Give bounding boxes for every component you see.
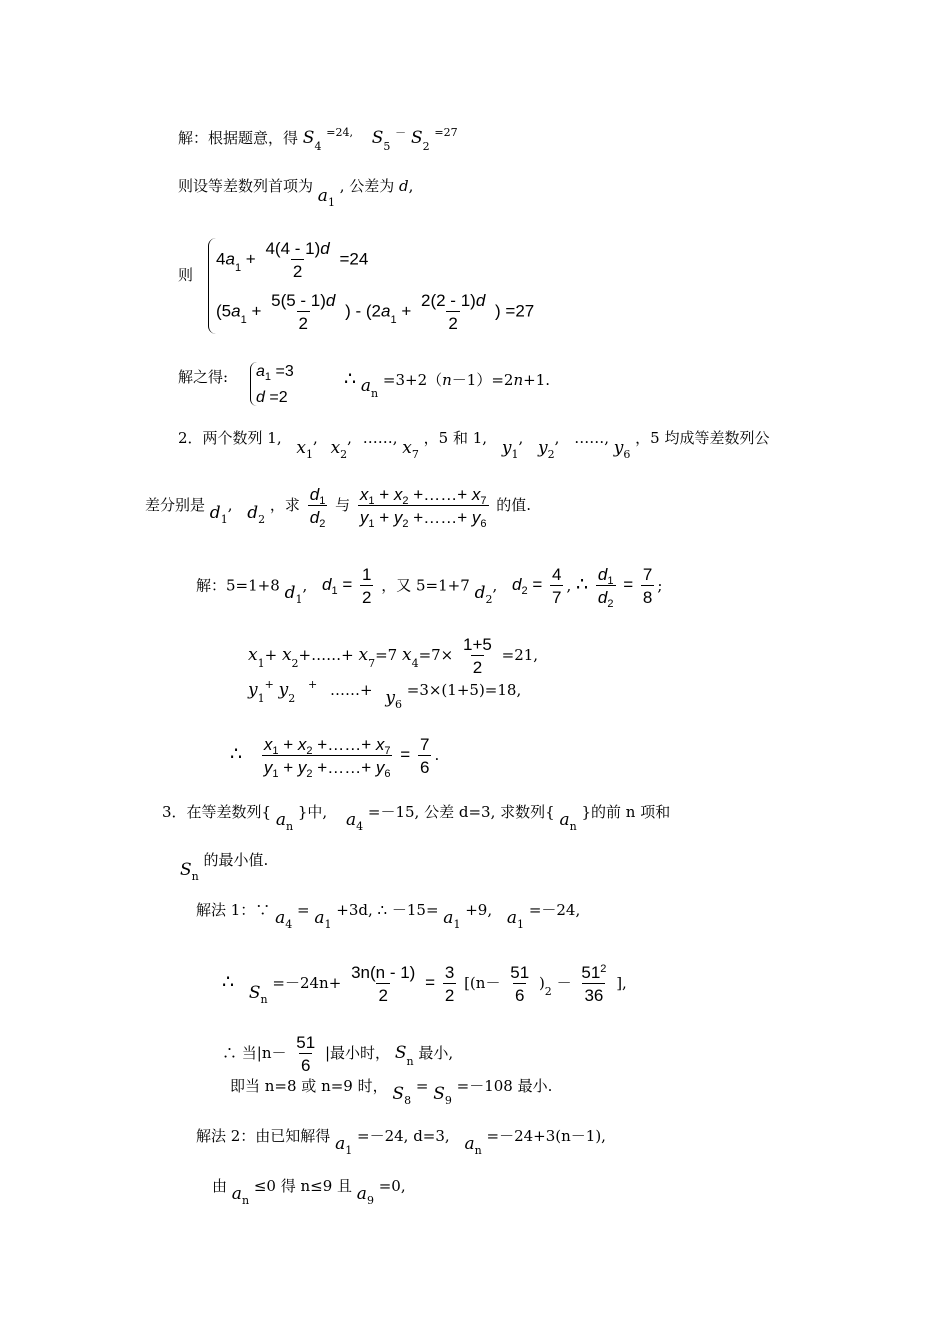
sym: x — [471, 485, 481, 504]
text: }中, — [297, 803, 328, 821]
sym: 1 — [607, 575, 614, 587]
sym: 2 — [258, 513, 266, 526]
fraction — [579, 964, 608, 1004]
sym: + — [251, 301, 262, 321]
text: 2．两个数列 1, — [178, 429, 282, 447]
sym: x — [359, 485, 369, 504]
text: 2 — [544, 985, 552, 998]
sym: 1 — [327, 196, 335, 209]
text: +9, — [465, 901, 493, 919]
sym: , — [566, 576, 572, 595]
fraction — [508, 964, 531, 1004]
sym: y — [393, 508, 403, 527]
text: 51 — [581, 963, 601, 982]
fraction-sum-ratio — [262, 735, 393, 780]
p3-when-min — [222, 1034, 453, 1074]
sym: 6 — [480, 518, 487, 530]
sym: 2 — [485, 593, 493, 607]
text: 4 — [216, 249, 226, 269]
sym: 9 — [366, 1194, 374, 1207]
text: ) =27 — [495, 301, 535, 321]
text: 2 — [443, 983, 456, 1004]
p1-an — [344, 368, 551, 400]
sym: S — [248, 983, 261, 1003]
text: 的值. — [496, 496, 532, 514]
text: 解：5=1+8 — [196, 576, 280, 595]
text: = — [415, 1077, 429, 1095]
text: 2 — [471, 655, 484, 676]
fraction — [443, 964, 456, 1004]
fraction — [461, 636, 494, 676]
sym: y — [278, 680, 289, 700]
sym: d — [325, 291, 336, 310]
sym: 2 — [340, 448, 348, 461]
text: 6 — [299, 1053, 312, 1074]
text: ∴ 当|n－ — [222, 1044, 287, 1062]
sym: d — [322, 575, 332, 595]
sym: , — [492, 576, 498, 595]
text: =3 — [275, 363, 294, 380]
sym: y — [385, 688, 395, 708]
sym: 1 — [240, 314, 247, 327]
sym: a — [225, 249, 235, 269]
text: 4(4 - 1) — [265, 239, 321, 258]
text: 2(2 - 1) — [421, 291, 476, 310]
fraction — [349, 964, 417, 1004]
p2-final: ∴ $\frac{x_1 + x_2 +\dots\dots+ x_7}{y_1 + y_2 +\dots\dots+ y_6}$ = $\frac{7}{6}$ . — [230, 735, 440, 780]
sym: x — [330, 438, 341, 458]
fraction-d1-d2 — [308, 485, 328, 530]
sym: 7 — [384, 745, 391, 757]
sym: + — [360, 681, 373, 699]
sym: a — [443, 908, 454, 928]
text: 51 — [510, 963, 530, 982]
sym: n — [241, 1194, 250, 1207]
sym: 4 — [411, 657, 419, 670]
sym: , — [347, 429, 352, 447]
sym: y — [248, 680, 258, 700]
sym: x — [297, 735, 307, 754]
text: =7× — [418, 646, 454, 664]
sym: 1 — [511, 448, 519, 461]
sym: 1 — [517, 918, 525, 931]
sym: d — [256, 389, 265, 406]
text: =24, — [326, 126, 353, 139]
sym: d — [284, 583, 296, 604]
p3-last — [212, 1177, 406, 1207]
sym: 1 — [272, 768, 279, 780]
sym: x — [263, 735, 273, 754]
sym: 1 — [319, 495, 326, 507]
p2-sum-x — [248, 636, 538, 676]
text: =－108 最小. — [456, 1077, 553, 1095]
sym: , — [554, 429, 560, 447]
sym: S — [302, 128, 315, 148]
text: ，5 均成等差数列公 — [635, 429, 770, 447]
sym: a — [231, 301, 241, 321]
sym: 2 — [521, 585, 528, 598]
sym: 1 — [324, 918, 332, 931]
text: +……+ — [317, 758, 372, 777]
sym: 6 — [384, 768, 391, 780]
text: 7 — [419, 735, 430, 754]
p2-sum-y — [248, 678, 522, 711]
text: 1 — [362, 565, 372, 584]
sym: + — [264, 678, 274, 691]
text: +1. — [523, 371, 551, 389]
sym: a — [275, 810, 287, 830]
text: 6 — [513, 983, 526, 1004]
text: =7 — [375, 646, 398, 664]
text: 与 — [335, 496, 351, 514]
sym: a — [464, 1134, 475, 1154]
text: ∴ — [344, 368, 357, 390]
sym: y — [471, 508, 481, 527]
text: － — [556, 974, 572, 992]
sym: 7 — [411, 448, 419, 461]
sym: y — [613, 438, 624, 458]
fraction-sum-ratio — [358, 485, 489, 530]
sym: + — [379, 508, 390, 527]
sym: n — [191, 870, 199, 883]
sym: 1 — [264, 371, 272, 383]
sym: 1 — [272, 745, 279, 757]
text: }的前 n 项和 — [581, 803, 671, 821]
sym: x — [296, 438, 306, 458]
sym: 2 — [360, 585, 373, 606]
p3-question-line2 — [180, 851, 269, 883]
sym: 7 — [480, 495, 487, 507]
sym: a — [506, 908, 518, 928]
sym: 1 — [345, 1144, 353, 1157]
sym: 1 — [453, 918, 461, 931]
sym: a — [345, 810, 357, 830]
sym: n — [569, 820, 577, 833]
sym: d — [309, 508, 320, 527]
text: n — [442, 371, 452, 389]
text: ，求 — [269, 496, 300, 514]
sym: 4 — [285, 918, 293, 931]
sym: d — [597, 588, 608, 607]
sym: 6 — [623, 448, 631, 461]
text: ，又 5=1+7 — [381, 576, 470, 595]
p3-question-line1 — [162, 803, 671, 833]
sym: 1 — [368, 518, 375, 530]
text: －1）=2 — [451, 371, 514, 389]
sym: 2 — [607, 598, 614, 610]
text: 则设等差数列首项为 — [178, 177, 314, 195]
sym: n — [406, 1055, 414, 1068]
text: 即当 n=8 或 n=9 时， — [230, 1077, 388, 1095]
sym: 1 — [257, 692, 265, 705]
sym: 1 — [295, 593, 303, 607]
text: 36 — [582, 983, 605, 1004]
sym: 2 — [306, 745, 313, 757]
sym: a — [360, 376, 372, 396]
sym: a — [231, 1184, 242, 1204]
text: 6 — [418, 755, 431, 776]
sym: y — [359, 508, 369, 527]
sym: 1 — [368, 495, 375, 507]
text: =21, — [501, 646, 539, 664]
sym: d — [475, 291, 486, 310]
sym: S — [180, 860, 192, 880]
p1-eq1 — [216, 240, 368, 280]
sym: 2 — [306, 768, 313, 780]
fraction — [360, 566, 373, 606]
text: 则 — [178, 266, 194, 284]
text: …… — [330, 681, 360, 699]
sol-d — [256, 390, 288, 406]
text: , — [408, 177, 414, 195]
sym: x — [375, 735, 385, 754]
text: =－24n+ — [272, 974, 342, 992]
p3-method2 — [196, 1127, 606, 1157]
sym: x — [401, 645, 412, 665]
text: =3+2（ — [382, 371, 443, 389]
sym: + — [283, 758, 294, 777]
text: 解：根据题意，得 — [178, 129, 299, 147]
text: 5(5 - 1) — [271, 291, 326, 310]
sym: S — [371, 128, 384, 148]
sym: x — [393, 485, 403, 504]
sym: 2 — [402, 495, 409, 507]
text: 2 — [297, 311, 310, 332]
sym: ∴ — [222, 971, 235, 993]
sym: + — [264, 646, 278, 664]
sym: d — [247, 503, 259, 523]
text: = — [425, 973, 436, 992]
sol-a1 — [256, 363, 294, 383]
sym: y — [297, 758, 307, 777]
text: =－24, d=3, — [357, 1127, 450, 1145]
sym: , — [302, 576, 308, 595]
text: 4 — [552, 565, 562, 584]
sym: x — [248, 645, 258, 665]
text: － — [395, 126, 407, 139]
text: +……+ — [413, 485, 468, 504]
text: ……, — [574, 429, 609, 447]
fraction — [263, 240, 331, 280]
text: +……+ — [298, 646, 354, 664]
fraction — [550, 566, 563, 606]
sym: a — [314, 908, 325, 928]
sym: , — [518, 429, 524, 447]
text: 2 — [446, 311, 459, 332]
sym: n — [371, 387, 379, 400]
sym: 1 — [220, 513, 228, 526]
text: =3×(1+5)=18, — [406, 681, 522, 699]
sym: n — [286, 820, 294, 833]
text: 3n(n - 1) — [351, 963, 416, 982]
sym: y — [375, 758, 385, 777]
text: 1+5 — [463, 635, 492, 654]
sym: x — [402, 438, 412, 458]
text: 2 — [600, 963, 607, 975]
sym: d — [320, 239, 330, 258]
fraction — [641, 566, 654, 606]
sym: 8 — [404, 1094, 412, 1107]
sym: x — [358, 645, 369, 665]
text: 差分别是 — [145, 496, 206, 514]
text: |最小时， — [324, 1044, 391, 1062]
text: =－15, 公差 d=3, 求数列{ — [367, 803, 555, 821]
sym: x — [281, 645, 292, 665]
text: =－24, — [528, 901, 581, 919]
sym: a — [356, 1184, 367, 1204]
text: +……+ — [317, 735, 372, 754]
sym: S — [394, 1043, 407, 1063]
text: 解法 1：∵ — [196, 901, 271, 919]
p1-line1 — [178, 126, 458, 153]
sym: S — [433, 1084, 445, 1104]
sym: + — [401, 301, 412, 321]
sym: + — [283, 735, 294, 754]
text: 的最小值. — [203, 851, 269, 869]
sym: 2 — [288, 692, 296, 705]
sym: + — [308, 678, 318, 691]
sym: + — [245, 249, 256, 269]
text: (5 — [216, 301, 232, 321]
p2-question-line2 — [145, 485, 532, 530]
text: ) — [538, 974, 545, 992]
sym: d — [597, 565, 608, 584]
sym: ∴ — [576, 573, 589, 596]
sym: y — [263, 758, 273, 777]
sym: , — [227, 496, 233, 514]
p3-method1-line1 — [196, 901, 581, 931]
text: 7 — [642, 565, 653, 584]
fraction — [419, 292, 487, 332]
sym: 2 — [319, 518, 326, 530]
sym: a — [275, 908, 286, 928]
text: 2 — [376, 983, 389, 1004]
fraction — [596, 565, 616, 610]
text: +……+ — [413, 508, 468, 527]
sym: S — [410, 128, 423, 148]
sym: 5 — [383, 140, 391, 153]
text: ……, — [362, 429, 398, 447]
sym: d — [474, 583, 486, 604]
text: = — [297, 901, 310, 919]
sym: 1 — [390, 314, 397, 327]
sym: y — [501, 438, 512, 458]
text: 2 — [291, 259, 304, 280]
sym: n — [474, 1144, 482, 1157]
text: 由 — [212, 1177, 228, 1195]
text: ≤0 得 n≤9 且 — [253, 1177, 353, 1195]
sym: 4 — [314, 140, 322, 153]
sym: a — [381, 301, 391, 321]
sym: a — [559, 810, 570, 830]
sym: 7 — [368, 657, 376, 670]
text: +3d, ∴ －15= — [336, 901, 439, 919]
sym: y — [538, 438, 548, 458]
text: ，5 和 1, — [423, 429, 488, 447]
sym: 2 — [291, 657, 299, 670]
sym: 1 — [331, 585, 338, 598]
text: 解法 2：由已知解得 — [196, 1127, 331, 1145]
p2-question-line1 — [178, 429, 770, 461]
p1-line2 — [178, 177, 414, 209]
text: =0, — [378, 1177, 406, 1195]
text: 51 — [296, 1033, 316, 1052]
sym: 4 — [356, 820, 364, 833]
sym: S — [392, 1084, 405, 1104]
text: 3．在等差数列{ — [162, 803, 272, 821]
sym: ∴ — [230, 743, 243, 765]
sym: , — [313, 429, 318, 447]
p1-eq2 — [216, 292, 534, 332]
text: 8 — [641, 585, 654, 606]
sym: + — [379, 485, 390, 504]
sym: a — [317, 186, 328, 206]
text: =2 — [269, 389, 288, 406]
text: 解之得: — [178, 368, 229, 386]
text: , 公差为 — [339, 177, 395, 195]
text: =27 — [434, 126, 458, 139]
sym: 1 — [234, 262, 242, 275]
sym: 1 — [257, 657, 265, 670]
text: ) - (2 — [345, 301, 382, 321]
text: 3 — [444, 963, 455, 982]
sym: 2 — [402, 518, 409, 530]
sym: d — [512, 575, 522, 595]
text: 最小, — [418, 1044, 454, 1062]
text: 7 — [550, 585, 563, 606]
sym: 1 — [306, 448, 313, 461]
sym: a — [335, 1134, 346, 1154]
sym: 2 — [422, 140, 430, 153]
fraction — [269, 292, 337, 332]
sym: n — [260, 993, 268, 1006]
p3-sn-formula — [222, 964, 627, 1004]
text: =－24+3(n－1), — [486, 1127, 606, 1145]
text: [(n－ — [464, 974, 501, 992]
text: =24 — [339, 249, 369, 269]
fraction — [418, 736, 431, 776]
fraction — [294, 1034, 317, 1074]
text: . — [434, 746, 440, 764]
text: d — [399, 177, 409, 195]
p3-n89 — [230, 1077, 553, 1107]
sym: a — [256, 363, 265, 380]
sym: 6 — [394, 698, 402, 711]
sym: 9 — [444, 1094, 452, 1107]
sym: 2 — [547, 448, 555, 461]
sym: d — [309, 485, 320, 504]
text: ], — [616, 974, 627, 992]
sym: d — [209, 503, 221, 523]
sym: n — [513, 371, 524, 389]
p2-solution-line1: 解：5=1+8 $d_1$, $d_1$ = $\frac{1}{2}$ ，又 5=1+7 $d_2$, $d_2$ = $\frac{4}{7}$ , ∴ $\frac{d_1}{d_2}$ = $\frac{7}{8}$ ; — [196, 565, 663, 610]
